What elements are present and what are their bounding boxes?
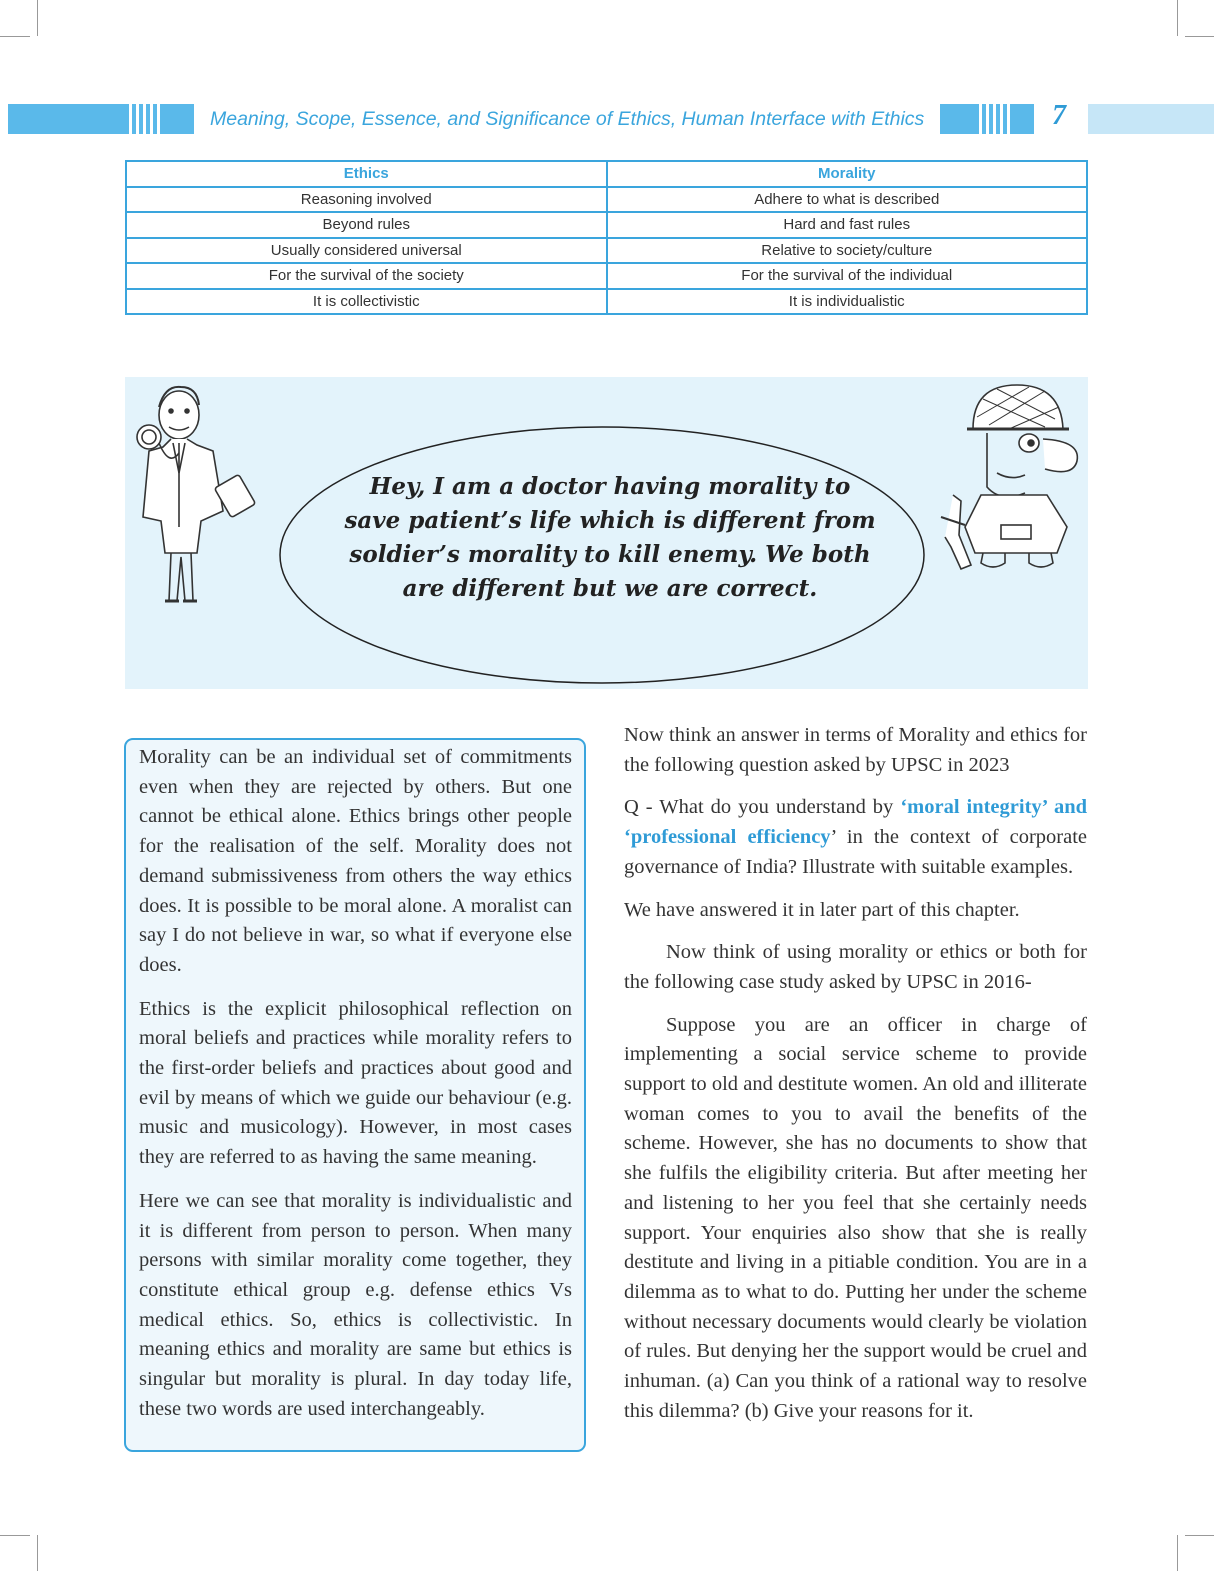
note-paragraph: Here we can see that morality is individualistic and it is different from person to person. When many persons with similar morality come together, they constitute ethical group e.g. defense ethics Vs medical ethics. So, ethics is collectivistic. In meaning ethics and morality are same but ethics is singular but morality is plural. In day today life, these two words are used interchangeably. bbox=[139, 1189, 572, 1420]
table-row bbox=[126, 187, 1087, 213]
ethics-morality-table bbox=[125, 160, 1088, 315]
question-paragraph bbox=[624, 793, 1087, 882]
answer-note: We have answered it in later part of this chapter. bbox=[624, 898, 1020, 921]
column-header-morality: Morality bbox=[607, 161, 1088, 187]
question-highlight: ‘moral integrity’ and ‘professional efficiency bbox=[624, 796, 1087, 849]
table-row bbox=[126, 289, 1087, 315]
case-study-intro: Now think of using morality or ethics or both for the following case study asked by UPSC in 2016- bbox=[624, 941, 1087, 993]
table-row bbox=[126, 238, 1087, 264]
intro-paragraph: Now think an answer in terms of Morality and ethics for the following question asked by UPSC in 2023 bbox=[624, 724, 1087, 776]
table-cell: For the survival of the society bbox=[126, 263, 607, 289]
crop-mark bbox=[1177, 1535, 1178, 1571]
table-cell: Hard and fast rules bbox=[607, 212, 1088, 238]
table-cell: Reasoning involved bbox=[126, 187, 607, 213]
right-column bbox=[624, 721, 1087, 1426]
table-header-row bbox=[126, 161, 1087, 187]
crop-mark bbox=[0, 1535, 30, 1536]
column-header-ethics: Ethics bbox=[126, 161, 607, 187]
header-stripes bbox=[979, 104, 1010, 134]
table-cell: It is individualistic bbox=[607, 289, 1088, 315]
note-paragraph: Ethics is the explicit philosophical reflection on moral beliefs and practices while morality refers to the first-order beliefs and practices about good and evil by means of which we guide our behaviour (e.g. music and musicology). However, in most cases they are referred to as having the same meaning. bbox=[139, 997, 572, 1169]
table-cell: It is collectivistic bbox=[126, 289, 607, 315]
crop-mark bbox=[37, 0, 38, 36]
table-cell: Relative to society/culture bbox=[607, 238, 1088, 264]
soldier-icon bbox=[941, 385, 1077, 569]
table-cell: For the survival of the individual bbox=[607, 263, 1088, 289]
crop-mark bbox=[1185, 1535, 1214, 1536]
table-cell: Usually considered universal bbox=[126, 238, 607, 264]
running-header bbox=[0, 100, 1214, 134]
morality-note-box bbox=[124, 738, 586, 1452]
question-prefix: Q - What do you understand by bbox=[624, 796, 901, 819]
doctor-icon bbox=[137, 387, 256, 601]
header-title: Meaning, Scope, Essence, and Significance of Ethics, Human Interface with Ethics bbox=[210, 108, 925, 130]
table-row bbox=[126, 263, 1087, 289]
header-stripes bbox=[129, 104, 160, 134]
speech-text: Hey, I am a doctor having morality to save patient’s life which is different from soldier’s morality to kill enemy. We both are different but we are correct. bbox=[344, 473, 876, 602]
header-bar-tail bbox=[1088, 104, 1214, 134]
crop-mark bbox=[37, 1535, 38, 1571]
crop-mark bbox=[1177, 0, 1178, 36]
crop-mark bbox=[1185, 36, 1214, 37]
table-row bbox=[126, 212, 1087, 238]
page-number: 7 bbox=[1052, 100, 1066, 131]
table-cell: Beyond rules bbox=[126, 212, 607, 238]
note-paragraph: Morality can be an individual set of commitments even when they are rejected by others. But one cannot be ethical alone. Ethics brings other people for the realisation of the self. Morality does not demand submissiveness from others the way ethics does. It is possible to be moral alone. A moralist can say I do not believe in war, so what if everyone else does. bbox=[139, 746, 572, 976]
case-study-text: Suppose you are an officer in charge of implementing a social service scheme to provide support to old and destitute women. An old and illiterate woman comes to you to avail the benefits of the scheme. However, she has no documents to show that she fulfils the eligibility criteria. But after meeting her and listening to her you feel that she certainly needs support. Your enquiries also show that she is really destitute and living in a pitiable condition. You are in a dilemma as to what to do. Putting her under the scheme without necessary documents would clearly be violation of rules. But denying her the support would be cruel and inhuman. (a) Can you think of a rational way to resolve this dilemma? (b) Give your reasons for it. bbox=[624, 1013, 1087, 1422]
question-suffix: ’ in the context of corporate governance of India? Illustrate with suitable examples. bbox=[624, 826, 1087, 878]
header-bar-left bbox=[8, 104, 194, 134]
table-cell: Adhere to what is described bbox=[607, 187, 1088, 213]
crop-mark bbox=[0, 36, 30, 37]
